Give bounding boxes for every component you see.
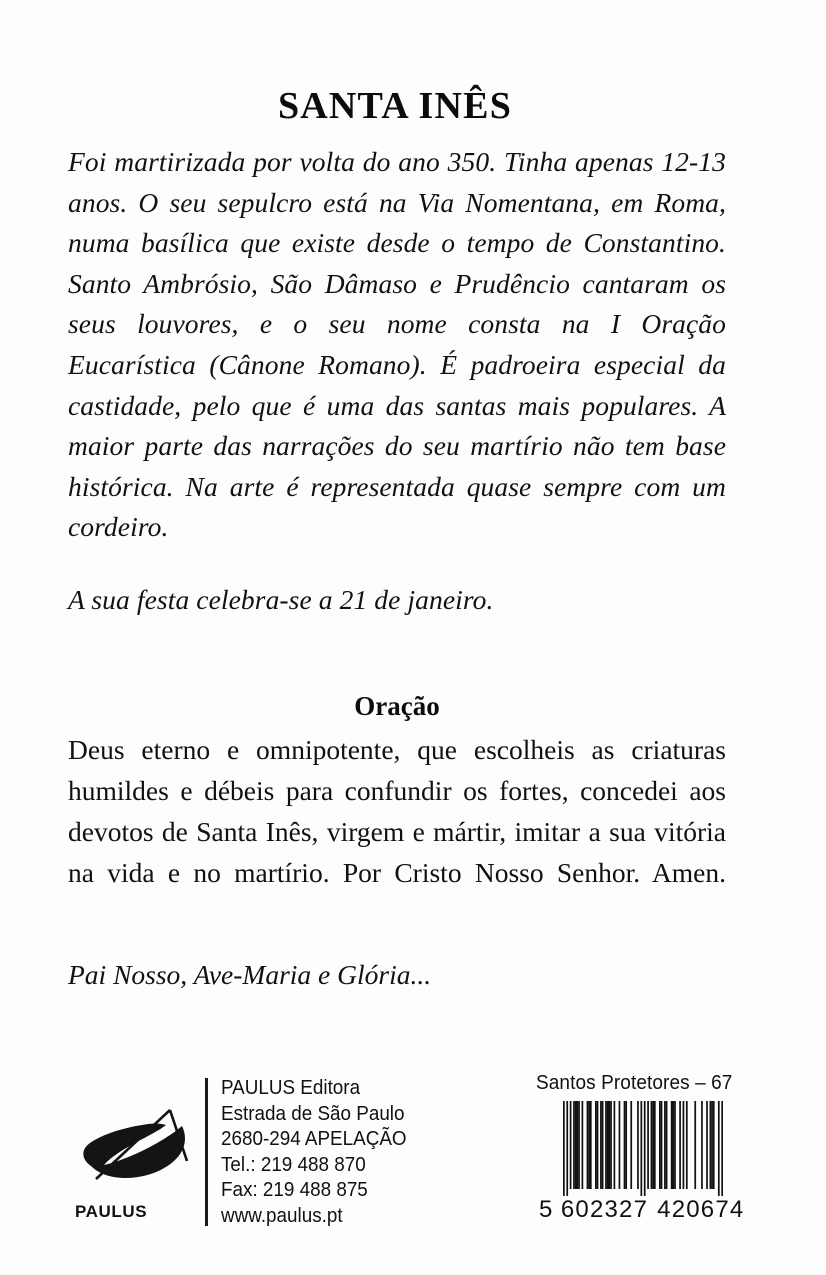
footer-divider (205, 1078, 208, 1226)
prayer-paragraph: Deus eterno e omnipotente, que escolheis as criaturas humildes e débeis para confundir os fortes, concedei aos devotos de Santa Inês, virgem e mártir, imitar a sua vitória na vida e no martírio. Por Cristo Nosso Senhor. Amen. (68, 734, 726, 888)
barcode-block (536, 1072, 746, 1222)
barcode-right-group: 420674 (657, 1196, 745, 1223)
publisher-fax: Fax: 219 488 875 (221, 1178, 368, 1201)
barcode-digits (539, 1196, 747, 1222)
footer (0, 1060, 826, 1275)
publisher-postal: 2680-294 APELAÇÃO (221, 1127, 407, 1150)
publisher-address (221, 1075, 407, 1228)
publisher-logo (74, 1092, 199, 1242)
feast-day-paragraph: A sua festa celebra-se a 21 de janeiro. (68, 584, 494, 615)
logo-wordmark: PAULUS (75, 1202, 148, 1221)
closing-paragraph: Pai Nosso, Ave-Maria e Glória... (68, 959, 432, 990)
publisher-phone: Tel.: 219 488 870 (221, 1152, 366, 1176)
publisher-name: PAULUS Editora (221, 1076, 361, 1099)
page-title: SANTA INÊS (277, 85, 513, 128)
prayer-heading: Oração (354, 691, 440, 722)
biography-paragraph: Foi martirizada por volta do ano 350. Tinha apenas 12-13 anos. O seu sepulcro está na Via Nomentana, em Roma, numa basílica que existe desde o tempo de Constantino. Santo Ambrósio, São Dâmaso e Prudêncio cantaram os seus louvores, e o seu nome consta na I Oração Eucarística (Cânone Romano). É padroeira especial da castidade, pelo que é uma das santas mais populares. A maior parte das narrações do seu martírio não tem base histórica. Na arte é representada quase sempre com um cordeiro. (68, 146, 726, 543)
series-label: Santos Protetores – 67 (536, 1072, 733, 1094)
publisher-street: Estrada de São Paulo (221, 1101, 405, 1125)
barcode-lead-digit: 5 (539, 1196, 553, 1223)
ean13-barcode (563, 1101, 723, 1196)
publisher-website[interactable]: www.paulus.pt (221, 1203, 343, 1227)
paulus-swoosh-icon (74, 1092, 199, 1200)
barcode-left-group: 602327 (560, 1196, 649, 1223)
